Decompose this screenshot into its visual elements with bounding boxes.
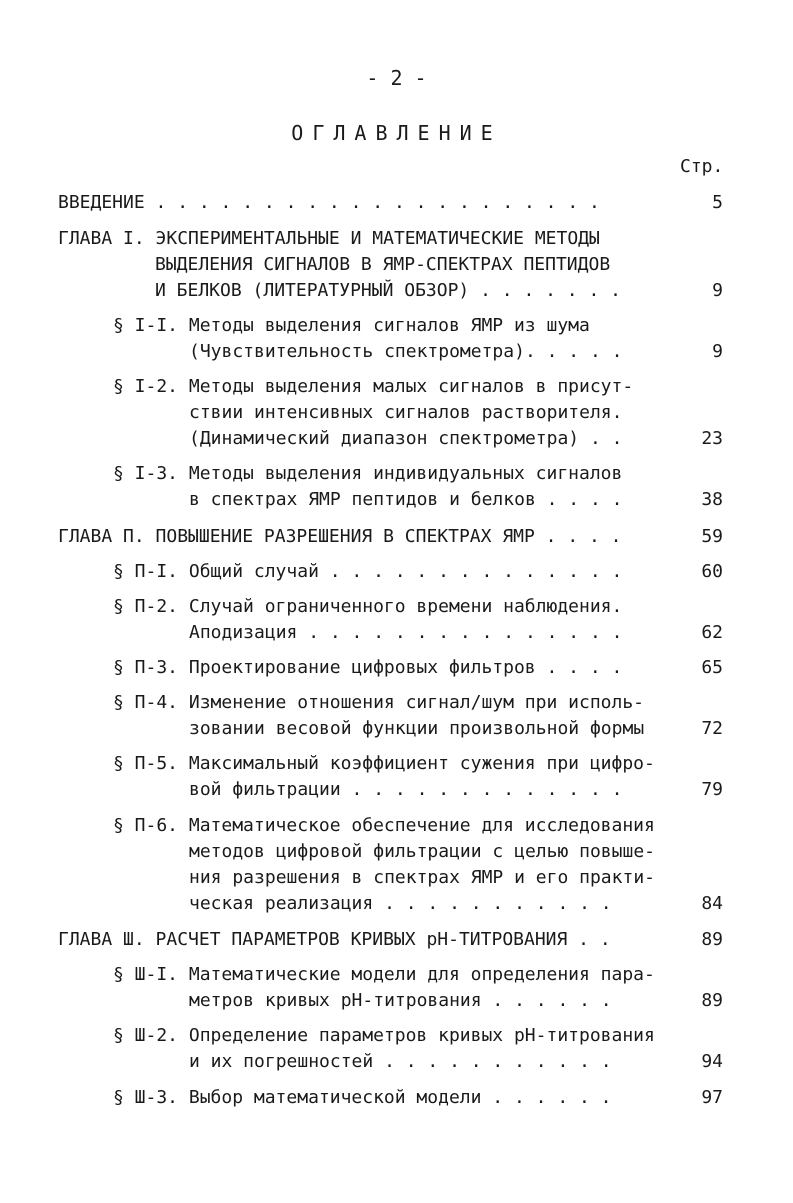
toc-entry-text-line-1: § П-5. Максимальный коэффициент сужения при цифро- — [113, 753, 655, 774]
toc-entry-text-line-1: § П-4. Изменение отношения сигнал/шум при исполь- — [113, 692, 645, 713]
toc-entry-page: 84 — [701, 893, 723, 914]
toc-entry-page: 79 — [701, 779, 723, 800]
toc-entry-text-line-2: метров кривых рН-титрования . . . . . . — [189, 990, 612, 1011]
toc-entry-page: 65 — [701, 657, 723, 678]
toc-entry-text-line-2: и их погрешностей . . . . . . . . . . . — [189, 1051, 612, 1072]
pages-column-label: Стр. — [680, 156, 724, 177]
toc-entry-text: ГЛАВА Ш. РАСЧЕТ ПАРАМЕТРОВ КРИВЫХ рН-ТИТРОВАНИЯ . . — [58, 929, 611, 950]
toc-entry-page: 5 — [712, 192, 723, 213]
page-title: ОГЛАВЛЕНИЕ — [291, 121, 502, 145]
toc-entry-text-line-2: в спектрах ЯМР пептидов и белков . . . . — [189, 489, 623, 510]
toc-entry-page: 59 — [701, 526, 723, 547]
toc-entry-page: 38 — [701, 489, 723, 510]
toc-entry-page: 9 — [712, 341, 723, 362]
toc-entry-text: § П-3. Проектирование цифровых фильтров . . . . — [113, 657, 623, 678]
toc-entry-page: 60 — [701, 561, 723, 582]
toc-entry-text-line-2: зовании весовой функции произвольной формы — [189, 718, 645, 739]
toc-entry-text-line-3: ния разрешения в спектрах ЯМР и его практи- — [189, 867, 655, 888]
toc-entry-page: 23 — [701, 428, 723, 449]
toc-entry-text-line-3: (Динамический диапазон спектрометра) . . — [189, 428, 623, 449]
toc-entry-page: 9 — [712, 280, 723, 301]
toc-entry-page: 89 — [701, 990, 723, 1011]
toc-entry-text: ВВЕДЕНИЕ . . . . . . . . . . . . . . . . . . . . . — [58, 192, 600, 213]
toc-entry-page: 72 — [701, 718, 723, 739]
toc-entry-text-line-1: § Ш-2. Определение параметров кривых рН-титрования — [113, 1025, 655, 1046]
toc-entry-text: § П-I. Общий случай . . . . . . . . . . . . . . — [113, 561, 623, 582]
toc-entry-text-line-2: методов цифровой фильтрации с целью повыше- — [189, 841, 655, 862]
toc-entry-page: 94 — [701, 1051, 723, 1072]
toc-entry-text-line-1: § П-6. Математическое обеспечение для исследования — [113, 815, 655, 836]
toc-entry-text-line-2: Аподизация . . . . . . . . . . . . . . . — [189, 622, 623, 643]
toc-entry-text-line-1: § П-2. Случай ограниченного времени наблюдения. — [113, 596, 623, 617]
toc-entry-page: 62 — [701, 622, 723, 643]
toc-entry-text-line-2: (Чувствительность спектрометра). . . . . — [189, 341, 623, 362]
toc-entry-text-line-2: ствии интенсивных сигналов растворителя. — [189, 402, 623, 423]
toc-entry-text: ГЛАВА П. ПОВЫШЕНИЕ РАЗРЕШЕНИЯ В СПЕКТРАХ ЯМР . . . . — [58, 526, 622, 547]
toc-entry-text-line-2: ВЫДЕЛЕНИЯ СИГНАЛОВ В ЯМР-СПЕКТРАХ ПЕПТИДОВ — [155, 254, 611, 275]
toc-entry-text-line-1: § Ш-I. Математические модели для определения пара- — [113, 964, 655, 985]
toc-entry-text: § Ш-3. Выбор математической модели . . . . . . — [113, 1087, 612, 1108]
toc-entry-text-line-1: § I-I. Методы выделения сигналов ЯМР из шума — [113, 315, 590, 336]
toc-entry-text-line-1: § I-3. Методы выделения индивидуальных сигналов — [113, 463, 623, 484]
toc-entry-page: 89 — [701, 929, 723, 950]
toc-entry-text-line-2: вой фильтрации . . . . . . . . . . . . . — [189, 779, 623, 800]
toc-entry-text-line-4: ческая реализация . . . . . . . . . . . — [189, 893, 612, 914]
toc-entry-page: 97 — [701, 1087, 723, 1108]
toc-entry-text-line-3: И БЕЛКОВ (ЛИТЕРАТУРНЫЙ ОБЗОР) . . . . . . . — [155, 280, 621, 301]
toc-entry-text-line-1: ГЛАВА I. ЭКСПЕРИМЕНТАЛЬНЫЕ И МАТЕМАТИЧЕСКИЕ МЕТОДЫ — [58, 228, 600, 249]
toc-entry-text-line-1: § I-2. Методы выделения малых сигналов в присут- — [113, 376, 634, 397]
page-number: - 2 - — [366, 66, 427, 90]
